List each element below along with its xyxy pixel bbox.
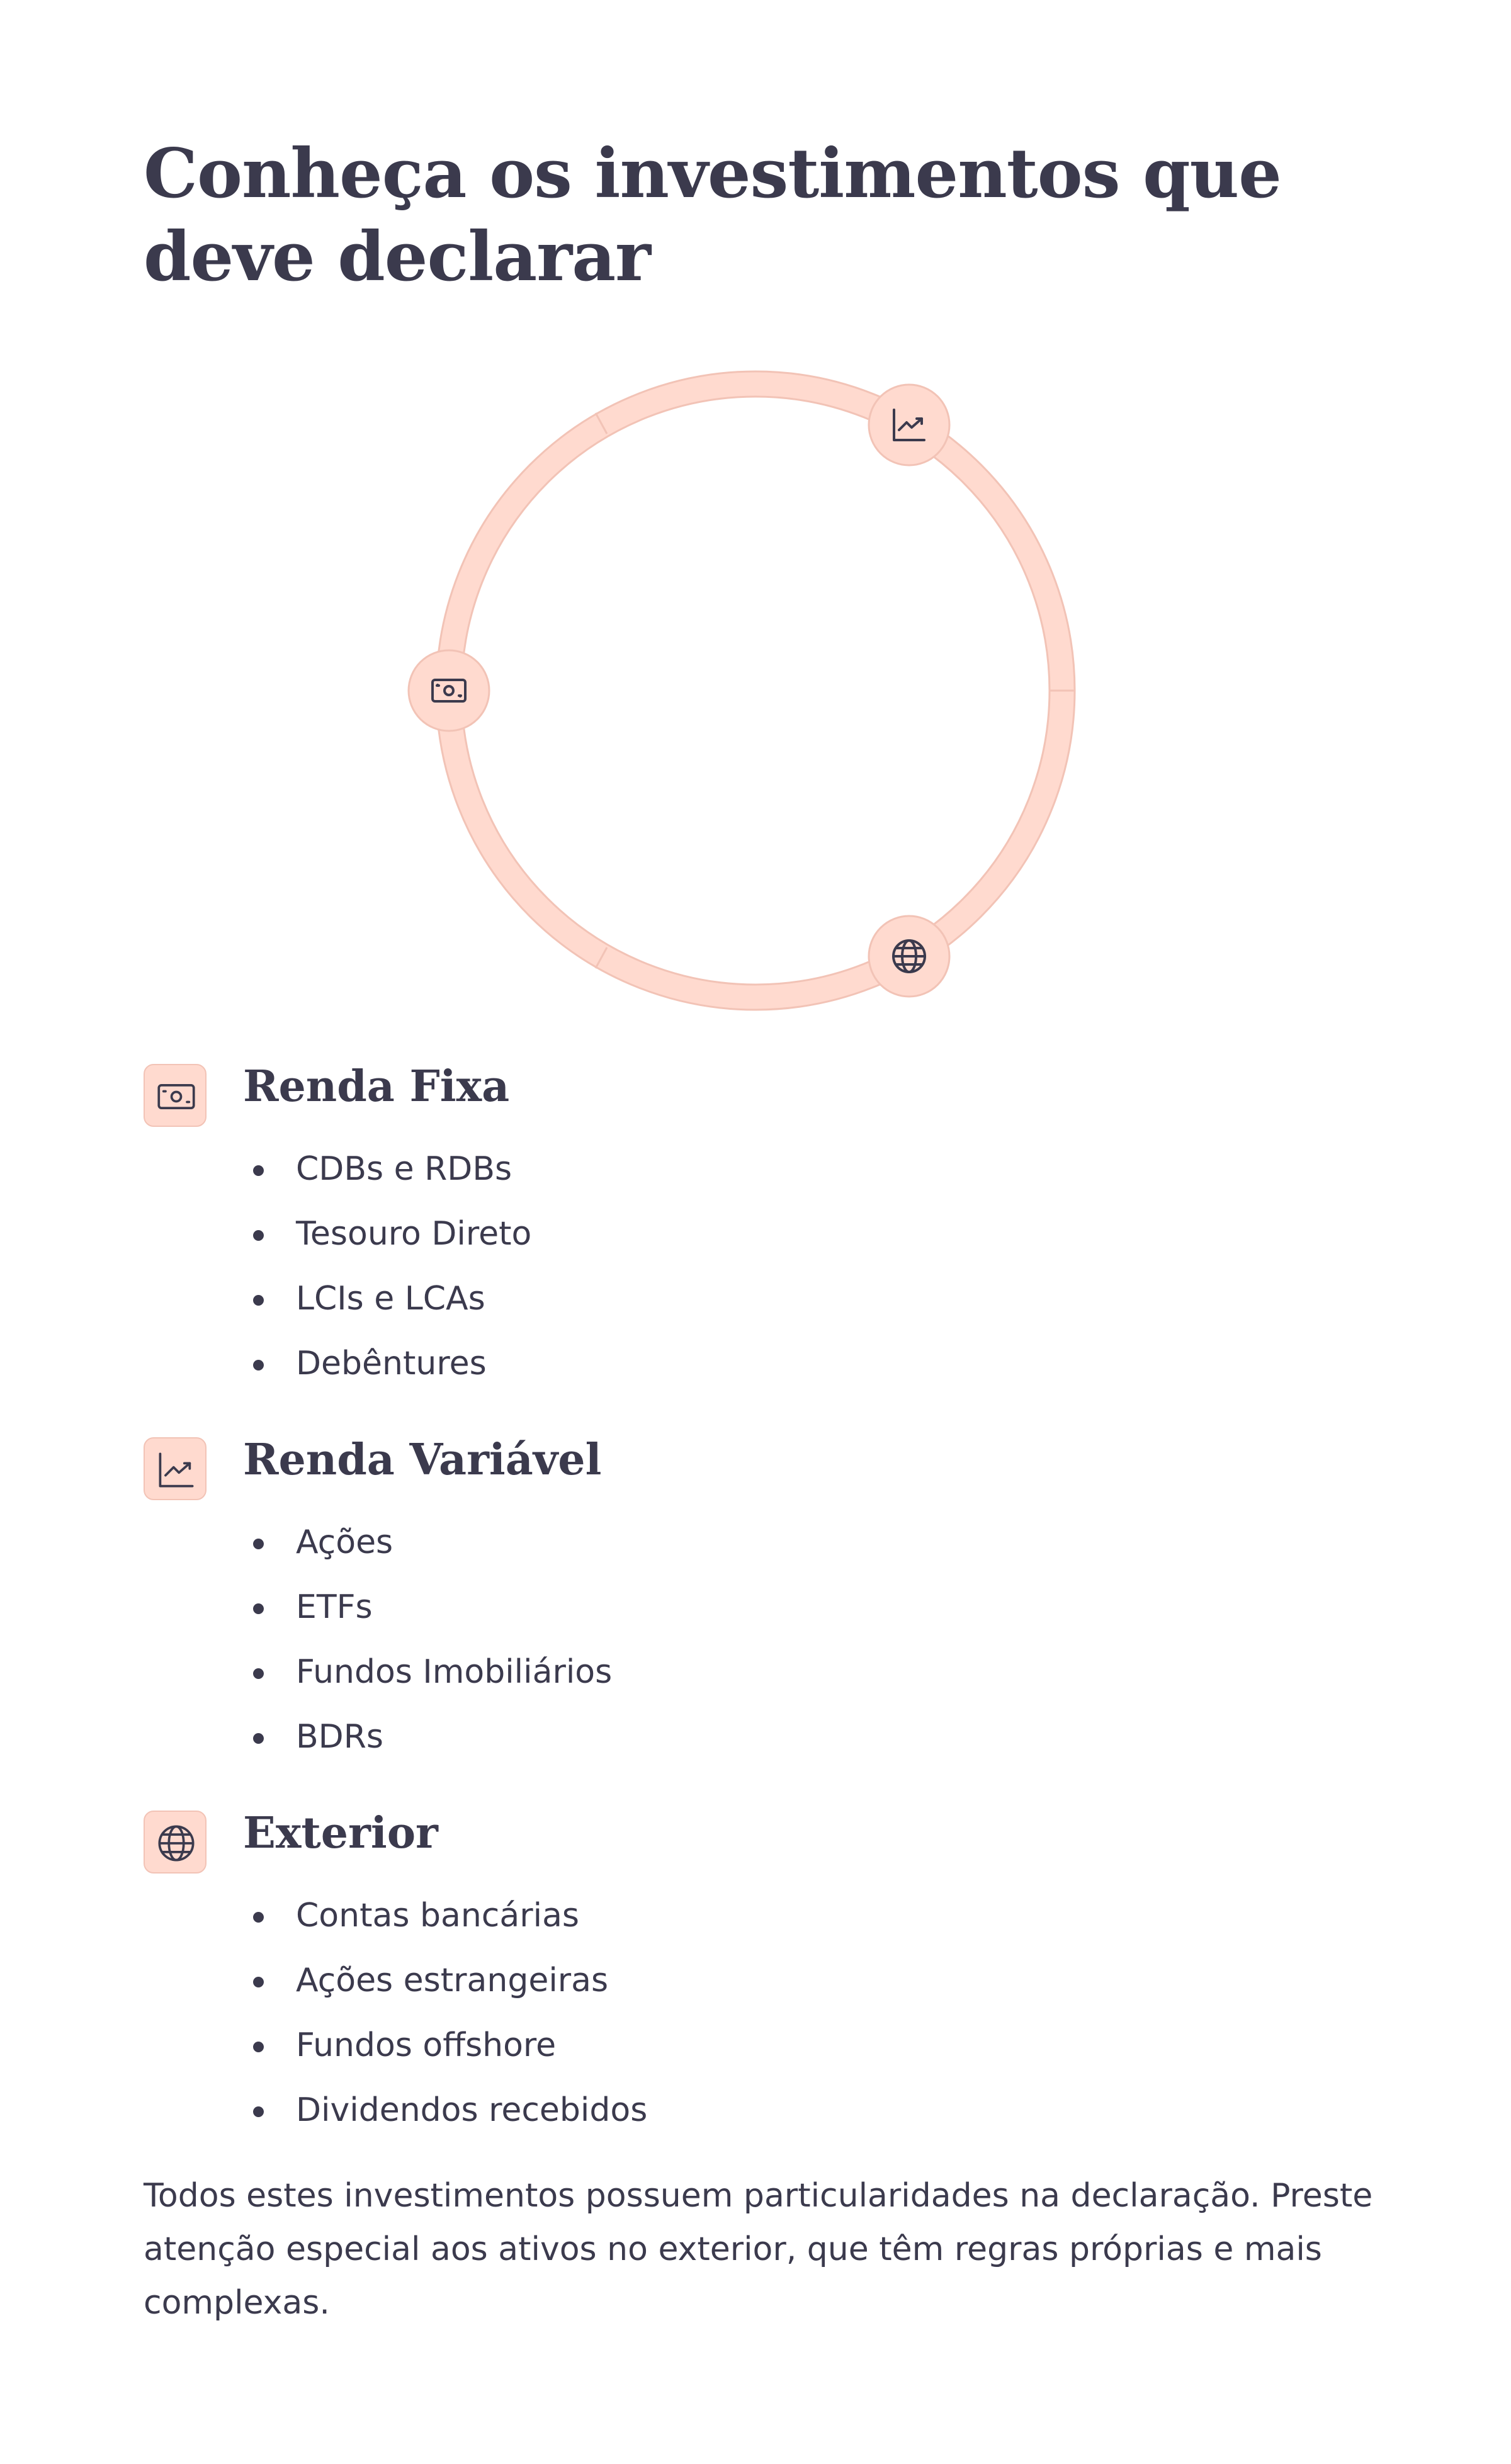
bullet [253, 1603, 264, 1614]
page-title: Conheça os investimentos que deve declarar [144, 134, 1281, 297]
list-item [144, 1640, 1340, 1705]
list-item-text: Dividendos recebidos [296, 2091, 648, 2129]
bullet [253, 1165, 264, 1176]
section-title: Exterior [243, 1808, 438, 1858]
list-item-text: CDBs e RDBs [296, 1150, 512, 1188]
list-item-text: Tesouro Direto [296, 1215, 532, 1253]
list-item-text: LCIs e LCAs [296, 1280, 485, 1318]
bullet [253, 1230, 264, 1241]
investment-cycle-diagram [0, 0, 1511, 1070]
bullet [253, 2042, 264, 2052]
list-item-text: BDRs [296, 1718, 383, 1756]
bullet [253, 2106, 264, 2117]
section-list [144, 1137, 1340, 1396]
list-item [144, 1705, 1340, 1770]
list-item-text: Debêntures [296, 1345, 487, 1382]
list-item [144, 1948, 1340, 2013]
list-item [144, 1331, 1340, 1396]
bullet [253, 1539, 264, 1549]
list-item [144, 1884, 1340, 1948]
cycle-ring [449, 384, 1062, 997]
bullet [253, 1295, 264, 1306]
list-item-text: Fundos offshore [296, 2026, 557, 2064]
section-title: Renda Fixa [243, 1061, 510, 1112]
section-list [144, 1510, 1340, 1770]
bullet [253, 1733, 264, 1744]
banknote-icon [144, 1064, 207, 1127]
list-item [144, 1137, 1340, 1202]
list-item-text: ETFs [296, 1588, 373, 1626]
list-item [144, 1267, 1340, 1331]
list-item-text: Ações [296, 1523, 393, 1561]
cycle-ring-inner-edge [461, 397, 1050, 985]
globe-icon [144, 1811, 207, 1873]
list-item-text: Contas bancárias [296, 1897, 580, 1935]
diagram-node-renda-variavel [869, 385, 949, 465]
bullet [253, 1912, 264, 1923]
list-item [144, 2078, 1340, 2143]
bullet [253, 1668, 264, 1679]
list-item-text: Fundos Imobiliários [296, 1653, 613, 1691]
diagram-node-renda-fixa [409, 650, 489, 731]
list-item-text: Ações estrangeiras [296, 1962, 609, 1999]
trending-chart-icon [144, 1437, 207, 1500]
diagram-node-exterior [869, 916, 949, 997]
footer-note: Todos estes investimentos possuem particularidades na declaração. Preste atenção especial aos ativos no exterior, que têm regras próprias e mais complexas. [144, 2177, 1373, 2322]
section-title: Renda Variável [243, 1435, 602, 1485]
bullet [253, 1977, 264, 1987]
list-item [144, 1202, 1340, 1267]
section-renda-variavel [144, 1437, 1340, 1767]
section-renda-fixa [144, 1061, 1340, 1394]
list-item [144, 1510, 1340, 1575]
section-list [144, 1884, 1340, 2143]
section-exterior [144, 1808, 1340, 2140]
list-item [144, 2013, 1340, 2078]
bullet [253, 1360, 264, 1370]
list-item [144, 1575, 1340, 1640]
